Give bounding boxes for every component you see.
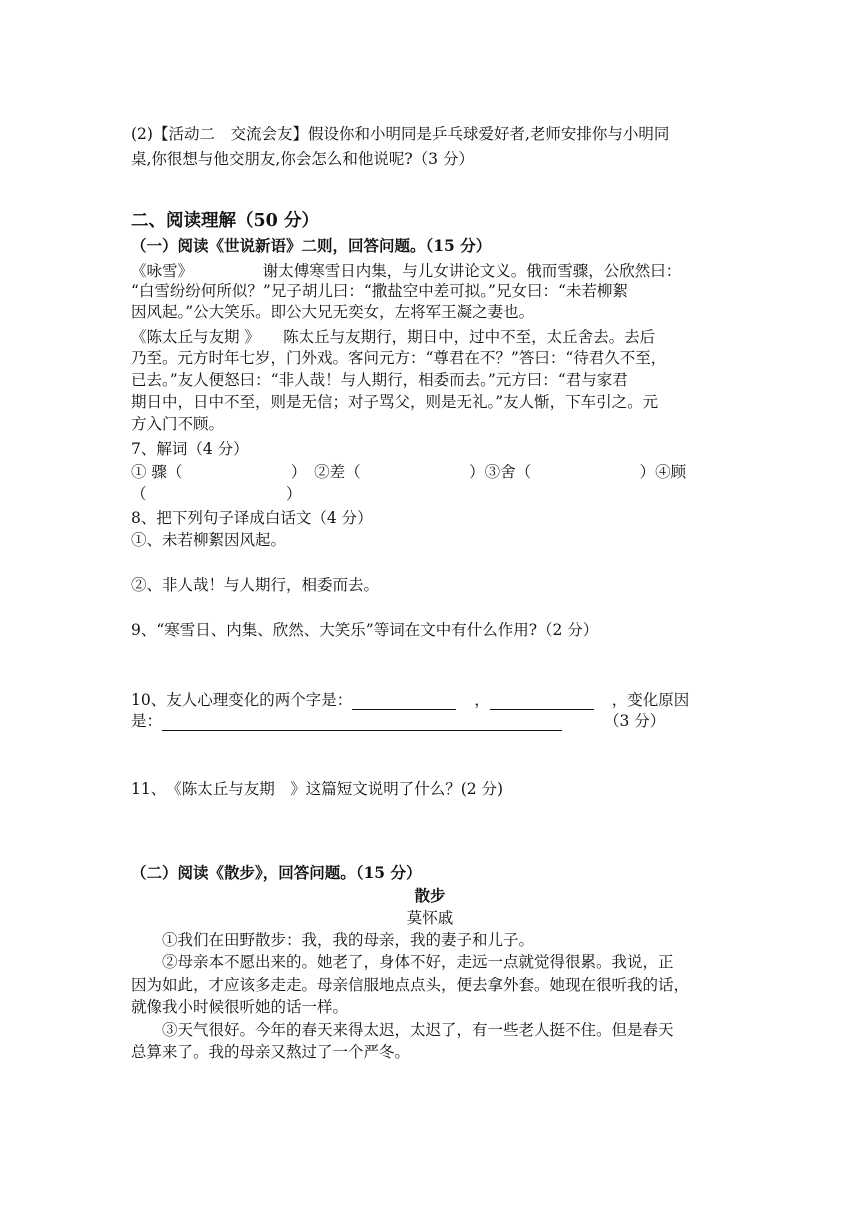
- essay-p3-line2: 总算来了。我的母亲又熬过了一个严冬。: [131, 1043, 411, 1061]
- q8-sentence1: ①、未若柳絮因风起。: [131, 531, 287, 549]
- section2-heading: 二、阅读理解（50 分）: [131, 211, 319, 231]
- essay-p1: ①我们在田野散步：我，我的母亲，我的妻子和儿子。: [162, 931, 535, 949]
- passage1-line3: 因风起。”公大笑乐。即公大兄无奕女，左将军王凝之妻也。: [131, 303, 535, 321]
- q11: 11、 《陈太丘与友期 》这篇短文说明了什么？(2 分): [131, 780, 504, 798]
- q10-suffix: ，变化原因: [611, 691, 690, 709]
- q10-line2: [131, 711, 665, 731]
- q10-line2-prefix: 是：: [131, 712, 163, 730]
- q10-line1: [131, 690, 689, 710]
- passage2-line4: 期日中，日中不至，则是无信；对子骂父，则是无礼。”友人惭，下车引之。元: [131, 393, 659, 411]
- q7-line1: ① 骤（ ） ②差（ ）③舍（ ）④顾: [131, 463, 687, 481]
- essay-p2-line2: 因为如此，才应该多走走。母亲信服地点点头，便去拿外套。她现在很听我的话，: [131, 976, 690, 994]
- passage1-line1: 《咏雪》 谢太傅寒雪日内集，与儿女讲论文义。俄而雪骤，公欣然曰：: [131, 262, 682, 280]
- q6-2-line2: 桌,你很想与他交朋友,你会怎么和他说呢?（3 分）: [131, 150, 474, 168]
- q6-2-line1: (2)【活动二 交流会友】假设你和小明同是乒乓球爱好者,老师安排你与小明同: [131, 125, 670, 143]
- essay-p3-line1: ③天气很好。今年的春天来得太迟，太迟了，有一些老人挺不住。但是春天: [162, 1021, 674, 1039]
- q10-comma: ，: [474, 691, 490, 709]
- passage2-line2: 乃至。元方时年七岁，门外戏。客问元方：“尊君在不？”答曰：“待君久不至，: [131, 349, 667, 367]
- passage2-line5: 方入门不顾。: [131, 415, 225, 433]
- q7-line2: （ ）: [131, 485, 302, 503]
- part1-heading: （一）阅读《世说新语》二则，回答问题。（15 分）: [131, 236, 492, 255]
- q8-title: 8、把下列句子译成白话文（4 分）: [131, 509, 373, 527]
- q9: 9、“寒雪日、内集、欣然、大笑乐”等词在文中有什么作用?（2 分）: [131, 621, 599, 639]
- passage1-line2: “白雪纷纷何所似？”兄子胡儿曰：“撒盐空中差可拟。”兄女曰：“未若柳絮: [131, 282, 628, 300]
- q8-sentence2: ②、非人哉！与人期行，相委而去。: [131, 576, 380, 594]
- essay-title: 散步: [414, 886, 446, 905]
- q10-answer-blank-1[interactable]: [352, 693, 456, 710]
- essay-author: 莫怀戚: [406, 909, 454, 927]
- essay-p2-line1: ②母亲本不愿出来的。她老了，身体不好，走远一点就觉得很累。我说，正: [162, 953, 674, 971]
- q10-prefix: 10、友人心理变化的两个字是：: [131, 691, 353, 709]
- passage2-line1: 《陈太丘与友期 》 陈太丘与友期行，期日中，过中不至，太丘舍去。去后: [131, 328, 656, 346]
- passage2-line3: 已去。”友人便怒曰：“非人哉！与人期行，相委而去。”元方曰：“君与家君: [131, 371, 628, 389]
- q10-reason-blank[interactable]: [162, 714, 562, 731]
- essay-p2-line3: 就像我小时候很听她的话一样。: [131, 998, 349, 1016]
- q7-title: 7、解词（4 分）: [131, 440, 249, 458]
- q10-answer-blank-2[interactable]: [490, 693, 594, 710]
- q10-score: （3 分）: [604, 712, 666, 730]
- part2-heading: （二）阅读《散步》，回答问题。（15 分）: [131, 863, 422, 882]
